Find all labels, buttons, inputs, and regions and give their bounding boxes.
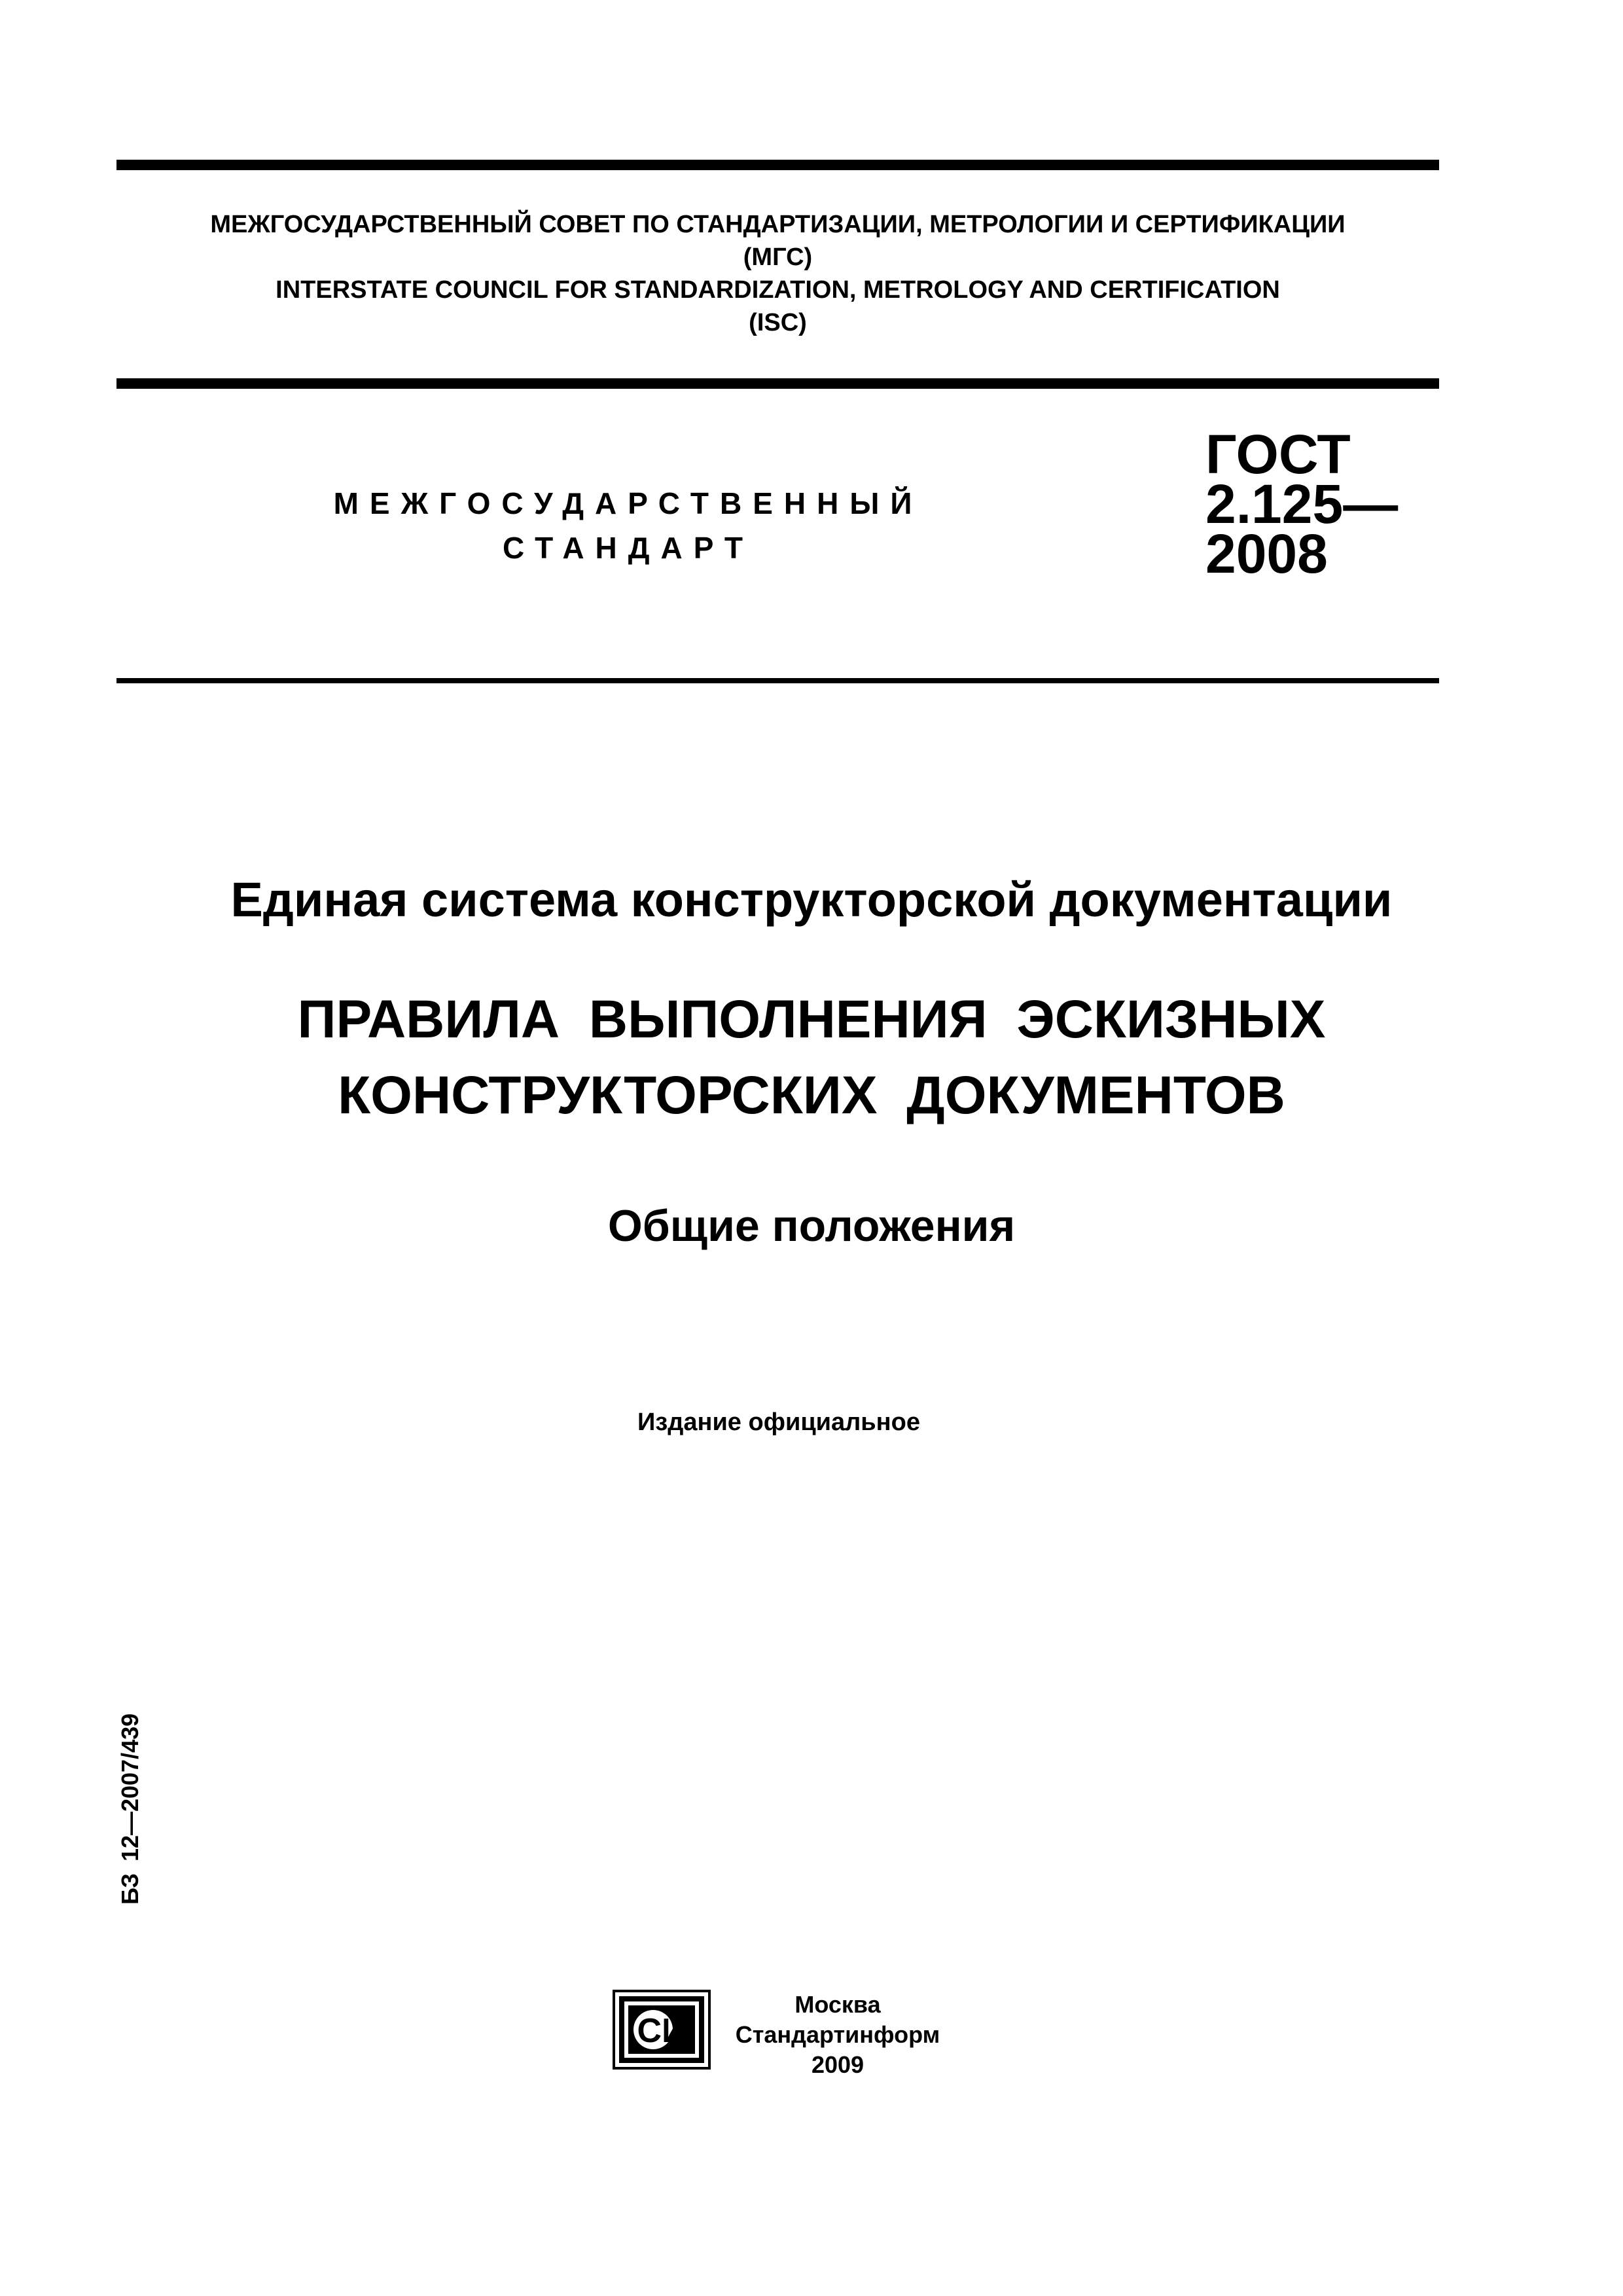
logo-lettering: СИ [637, 2012, 687, 2050]
publisher-name: Стандартинформ [735, 2021, 940, 2048]
standard-type-line-1: МЕЖГОСУДАРСТВЕННЫЙ [333, 486, 923, 520]
council-abbr-en: (ISC) [749, 309, 807, 336]
document-subtitle: Общие положения [607, 1201, 1016, 1251]
standartinform-logo-icon [613, 1990, 711, 2070]
top-divider [116, 160, 1439, 170]
document-title-line-1: ПРАВИЛА ВЫПОЛНЕНИЯ ЭСКИЗНЫХ [297, 990, 1326, 1049]
gost-number [1205, 423, 1399, 584]
document-title-line-2: КОНСТРУКТОРСКИХ ДОКУМЕНТОВ [338, 1066, 1285, 1125]
council-abbr-ru: (МГС) [743, 243, 813, 271]
middle-divider [116, 378, 1439, 389]
gost-number-line-2: 2.125— [1205, 473, 1399, 535]
council-header [116, 208, 1439, 339]
gost-number-line-3: 2008 [1205, 523, 1328, 584]
lower-divider [116, 678, 1439, 683]
document-title [0, 982, 1623, 1134]
publisher-city: Москва [794, 1991, 881, 2018]
gost-number-line-1: ГОСТ [1205, 423, 1351, 485]
standard-type-line-2: СТАНДАРТ [503, 531, 754, 565]
system-title: Единая система конструкторской документации [230, 872, 1393, 927]
publisher-year: 2009 [811, 2051, 865, 2078]
edition-note: Издание официальное [637, 1408, 920, 1436]
side-catalog-code: БЗ 12—2007/439 [116, 1713, 143, 1905]
publisher-block [726, 1990, 949, 2080]
council-name-en: INTERSTATE COUNCIL FOR STANDARDIZATION, METROLOGY AND CERTIFICATION [276, 276, 1280, 304]
standard-type-label [314, 481, 942, 570]
council-name-ru: МЕЖГОСУДАРСТВЕННЫЙ СОВЕТ ПО СТАНДАРТИЗАЦИИ, МЕТРОЛОГИИ И СЕРТИФИКАЦИИ [210, 211, 1346, 238]
